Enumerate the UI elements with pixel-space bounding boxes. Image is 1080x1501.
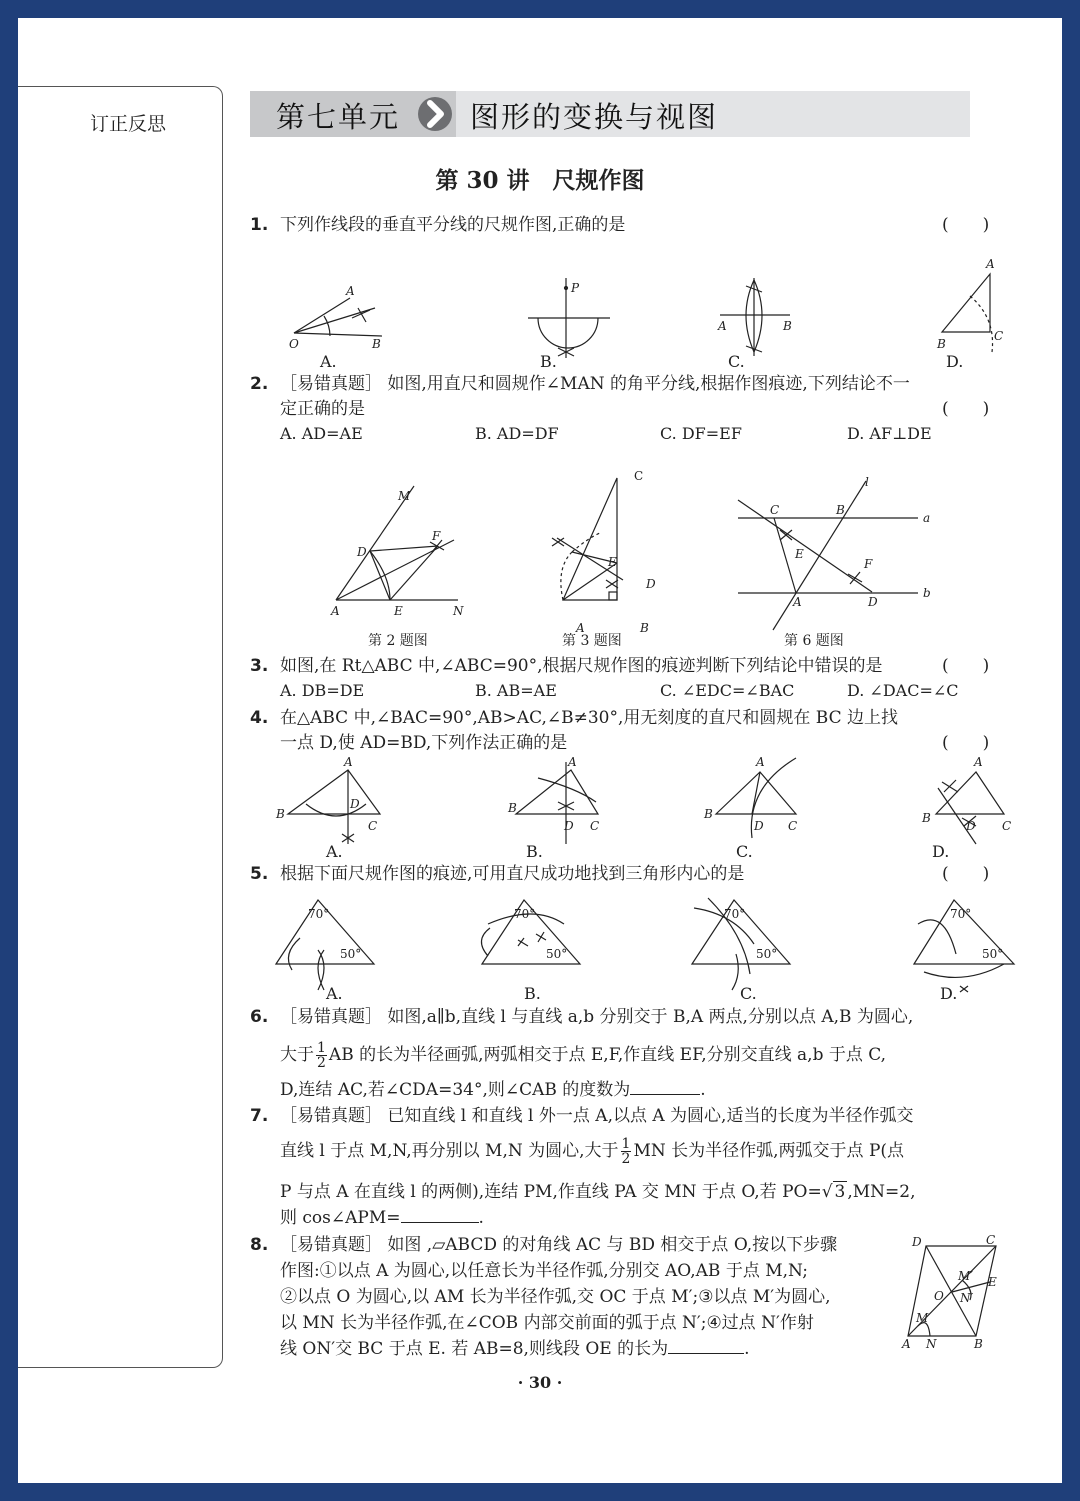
q1a-label-b: B <box>372 337 381 351</box>
question-4-answer-box[interactable]: ( ) <box>942 733 990 753</box>
q1-figure-b <box>528 278 610 358</box>
q7-sqrt-value: 3 <box>834 1182 846 1202</box>
q5-option-a[interactable]: A. <box>326 984 343 1003</box>
question-8-line-2: 作图:①以点 A 为圆心,以任意长为半径作弧,分别交 AO,AB 于点 M,N; <box>280 1261 809 1281</box>
q7-line-4-text: 则 cos∠APM= <box>280 1208 401 1228</box>
question-5-number: 5. <box>250 864 269 884</box>
q8-label-e: E <box>988 1275 997 1289</box>
q4a-label-c: C <box>368 819 378 833</box>
q1c-label-b: B <box>783 319 792 333</box>
q5-option-c[interactable]: C. <box>740 984 757 1003</box>
q4c-label-a: A <box>756 755 765 769</box>
q2-label-n: N <box>453 604 464 618</box>
q4a-label-a: A <box>344 755 353 769</box>
question-8-figure <box>898 1233 1008 1351</box>
q5-option-d[interactable]: D. <box>940 984 958 1003</box>
q4d-label-c: C <box>1002 819 1012 833</box>
q4-option-b[interactable]: B. <box>526 842 543 861</box>
q5d-angle-right: 50° <box>982 947 1004 961</box>
question-8-line-1: ［易错真题］ 如图 ,▱ABCD 的对角线 AC 与 BD 相交于点 O,按以下步骤 <box>280 1235 838 1255</box>
unit-banner <box>250 91 970 137</box>
q6-label-b-line: b <box>923 586 931 600</box>
figure-q6 <box>738 481 918 630</box>
q1c-label-a: A <box>718 319 727 333</box>
page-number: · 30 · <box>517 1373 563 1392</box>
q4-figure-a <box>288 770 380 844</box>
q1d-label-c: C <box>994 329 1004 343</box>
question-4-line-2: 一点 D,使 AD=BD,下列作法正确的是 <box>280 733 568 753</box>
q3-label-d: D <box>646 577 656 591</box>
q2-option-c[interactable]: C. DF=EF <box>660 424 742 443</box>
q3-label-a: A <box>576 621 585 635</box>
question-1-figures <box>280 248 1020 358</box>
q8-label-m1: M′ <box>958 1269 974 1283</box>
q1-figure-a <box>294 298 382 336</box>
q4-option-a[interactable]: A. <box>326 842 343 861</box>
q3-option-c[interactable]: C. ∠EDC=∠BAC <box>660 681 795 700</box>
sidebar-title: 订正反思 <box>90 113 167 135</box>
q3-option-b[interactable]: B. AB=AE <box>475 681 557 700</box>
q6-label-e: E <box>795 547 804 561</box>
q5c-angle-right: 50° <box>756 947 778 961</box>
question-3-number: 3. <box>250 656 269 676</box>
q1d-label-b: B <box>937 337 946 351</box>
q4d-label-b: B <box>922 811 931 825</box>
q8-label-c: C <box>986 1233 996 1247</box>
caption-q2: 第 2 题图 <box>368 633 428 649</box>
q4a-label-b: B <box>276 807 285 821</box>
question-3-answer-box[interactable]: ( ) <box>942 656 990 676</box>
q4a-label-d: D <box>350 797 360 811</box>
q4b-label-d: D <box>564 819 574 833</box>
question-6-line-3 <box>280 1082 706 1099</box>
question-4-number: 4. <box>250 708 269 728</box>
q4c-label-b: B <box>704 807 713 821</box>
q7-answer-blank[interactable] <box>401 1221 479 1223</box>
question-4-figures <box>276 755 1016 848</box>
q1-option-d[interactable]: D. <box>946 352 964 371</box>
q3-option-d[interactable]: D. ∠DAC=∠C <box>847 681 959 700</box>
unit-title: 图形的变换与视图 <box>470 100 719 134</box>
q4c-label-d: D <box>754 819 764 833</box>
q5a-angle-right: 50° <box>340 947 362 961</box>
question-7-number: 7. <box>250 1106 269 1126</box>
chevron-right-icon <box>416 95 454 133</box>
q6-fraction: $\frac{1}{2}$ <box>317 1040 326 1071</box>
question-6-line-2 <box>280 1038 886 1072</box>
q6-line-2-pre: 大于 <box>280 1045 314 1065</box>
q8-end: . <box>744 1339 750 1359</box>
question-8-line-3: ②以点 O 为圆心,以 AM 长为半径作弧,交 OC 于点 M′;③以点 M′为圆心, <box>280 1287 831 1307</box>
q2-label-a: A <box>331 604 340 618</box>
question-2-line-1: ［易错真题］ 如图,用直尺和圆规作∠MAN 的角平分线,根据作图痕迹,下列结论不一 <box>280 374 910 394</box>
q6-label-f: F <box>864 557 873 571</box>
q5d-angle-top: 70° <box>950 907 972 921</box>
q8-label-m: M <box>916 1311 929 1325</box>
question-1-answer-box[interactable]: ( ) <box>942 215 990 235</box>
q5c-angle-top: 70° <box>724 907 746 921</box>
q2-option-b[interactable]: B. AD=DF <box>475 424 559 443</box>
q3-label-c: C <box>634 469 644 483</box>
q3-label-b: B <box>640 621 649 635</box>
q5-option-b[interactable]: B. <box>524 984 541 1003</box>
question-6-line-1: ［易错真题］ 如图,a∥b,直线 l 与直线 a,b 分别交于 B,A 两点,分别以点 A,B 为圆心, <box>280 1007 914 1027</box>
q2-label-m: M <box>398 489 411 503</box>
caption-q3: 第 3 题图 <box>562 633 622 649</box>
q6-label-a: A <box>793 595 802 609</box>
q5b-angle-right: 50° <box>546 947 568 961</box>
question-1-text: 下列作线段的垂直平分线的尺规作图,正确的是 <box>280 215 626 235</box>
q7-fraction: $\frac{1}{2}$ <box>621 1136 631 1167</box>
q5a-angle-top: 70° <box>308 907 330 921</box>
q7-end: . <box>478 1208 484 1228</box>
question-8-line-5 <box>280 1341 750 1358</box>
question-5-figures <box>274 894 1014 994</box>
q1d-label-a: A <box>986 257 995 271</box>
q6-label-b: B <box>836 503 845 517</box>
question-8-line-4: 以 MN 长为半径作弧,在∠COB 内部交前面的弧于点 N′;④过点 N′作射 <box>280 1313 814 1333</box>
q1b-label-p: P <box>571 281 580 295</box>
correction-sidebar <box>18 86 223 1368</box>
q8-label-b: B <box>974 1337 983 1351</box>
q7-line-3-pre: P 与点 A 在直线 l 的两侧),连结 PM,作直线 PA 交 MN 于点 O,若 PO= <box>280 1182 822 1202</box>
q4d-label-d: D <box>966 819 976 833</box>
q4b-label-c: C <box>590 819 600 833</box>
q1a-label-a: A <box>346 284 355 298</box>
q3-label-e: E <box>608 555 617 569</box>
q1-option-c[interactable]: C. <box>728 352 745 371</box>
figures-row <box>318 448 958 635</box>
figure-q2 <box>336 486 458 600</box>
q8-answer-blank[interactable] <box>668 1352 744 1354</box>
figure-q3 <box>552 478 623 600</box>
workbook-page <box>18 18 1062 1483</box>
question-5-answer-box[interactable]: ( ) <box>942 864 990 884</box>
q2-option-a[interactable]: A. AD=AE <box>280 424 363 443</box>
q4-figure-b <box>516 762 598 844</box>
question-8-number: 8. <box>250 1235 269 1255</box>
q5b-angle-top: 70° <box>514 907 536 921</box>
q1-option-b[interactable]: B. <box>540 352 557 371</box>
q4-option-c[interactable]: C. <box>736 842 753 861</box>
question-3-text: 如图,在 Rt△ABC 中,∠ABC=90°,根据尺规作图的痕迹判断下列结论中错误的是 <box>280 656 883 676</box>
q4c-label-c: C <box>788 819 798 833</box>
question-7-line-2 <box>280 1134 904 1168</box>
q4d-label-a: A <box>974 755 983 769</box>
q4-option-d[interactable]: D. <box>932 842 950 861</box>
q8-label-n1: N′ <box>960 1291 974 1305</box>
q2-label-d: D <box>357 545 367 559</box>
question-2-answer-box[interactable]: ( ) <box>942 399 990 419</box>
unit-label: 第七单元 <box>276 100 401 134</box>
q6-answer-blank[interactable] <box>630 1093 700 1095</box>
q8-label-a: A <box>902 1337 911 1351</box>
q6-line-3-text: D,连结 AC,若∠CDA=34°,则∠CAB 的度数为 <box>280 1080 631 1100</box>
q6-label-a-line: a <box>923 511 931 525</box>
q7-line-2-pre: 直线 l 于点 M,N,再分别以 M,N 为圆心,大于 <box>280 1141 619 1161</box>
q7-line-2-post: MN 长为半径作弧,两弧交于点 P(点 <box>633 1141 905 1161</box>
question-6-number: 6. <box>250 1007 269 1027</box>
q1-figure-d <box>942 274 993 352</box>
q1-option-a[interactable]: A. <box>320 352 337 371</box>
question-7-line-3: P 与点 A 在直线 l 的两侧),连结 PM,作直线 PA 交 MN 于点 O,若 PO=√ 3 ,MN=2, <box>280 1182 916 1202</box>
q8-label-n: N <box>926 1337 937 1351</box>
lesson-title: 第 30 讲 尺规作图 <box>435 167 645 194</box>
question-4-line-1: 在△ABC 中,∠BAC=90°,AB>AC,∠B≠30°,用无刻度的直尺和圆规在 BC 边上找 <box>280 708 899 728</box>
question-2-line-2: 定正确的是 <box>280 399 365 419</box>
q4b-label-a: A <box>568 755 577 769</box>
q8-label-d: D <box>912 1235 922 1249</box>
q3-option-a[interactable]: A. DB=DE <box>280 681 365 700</box>
q6-line-2-post: AB 的长为半径画弧,两弧相交于点 E,F,作直线 EF,分别交直线 a,b 于点 C, <box>328 1045 887 1065</box>
q4-figure-d <box>936 772 1004 844</box>
q1a-label-o: O <box>289 337 299 351</box>
q7-line-3-post: ,MN=2, <box>847 1182 916 1202</box>
q6-label-d: D <box>868 595 878 609</box>
question-5-text: 根据下面尺规作图的痕迹,可用直尺成功地找到三角形内心的是 <box>280 864 745 884</box>
q4b-label-b: B <box>508 801 517 815</box>
question-2-number: 2. <box>250 374 269 394</box>
q8-label-o: O <box>934 1289 944 1303</box>
q6-label-l: l <box>865 475 869 489</box>
q6-label-c: C <box>770 503 780 517</box>
q8-line-5-text: 线 ON′交 BC 于点 E. 若 AB=8,则线段 OE 的长为 <box>280 1339 669 1359</box>
q1-figure-c <box>720 278 790 356</box>
question-7-line-1: ［易错真题］ 已知直线 l 和直线 l 外一点 A,以点 A 为圆心,适当的长度为半径作弧交 <box>280 1106 914 1126</box>
question-7-line-4 <box>280 1210 484 1227</box>
q2-label-f: F <box>432 529 441 543</box>
q2-option-d[interactable]: D. AF⊥DE <box>847 424 932 443</box>
caption-q6: 第 6 题图 <box>784 633 844 649</box>
q2-label-e: E <box>394 604 403 618</box>
question-1-number: 1. <box>250 215 269 235</box>
q6-end: . <box>700 1080 706 1100</box>
